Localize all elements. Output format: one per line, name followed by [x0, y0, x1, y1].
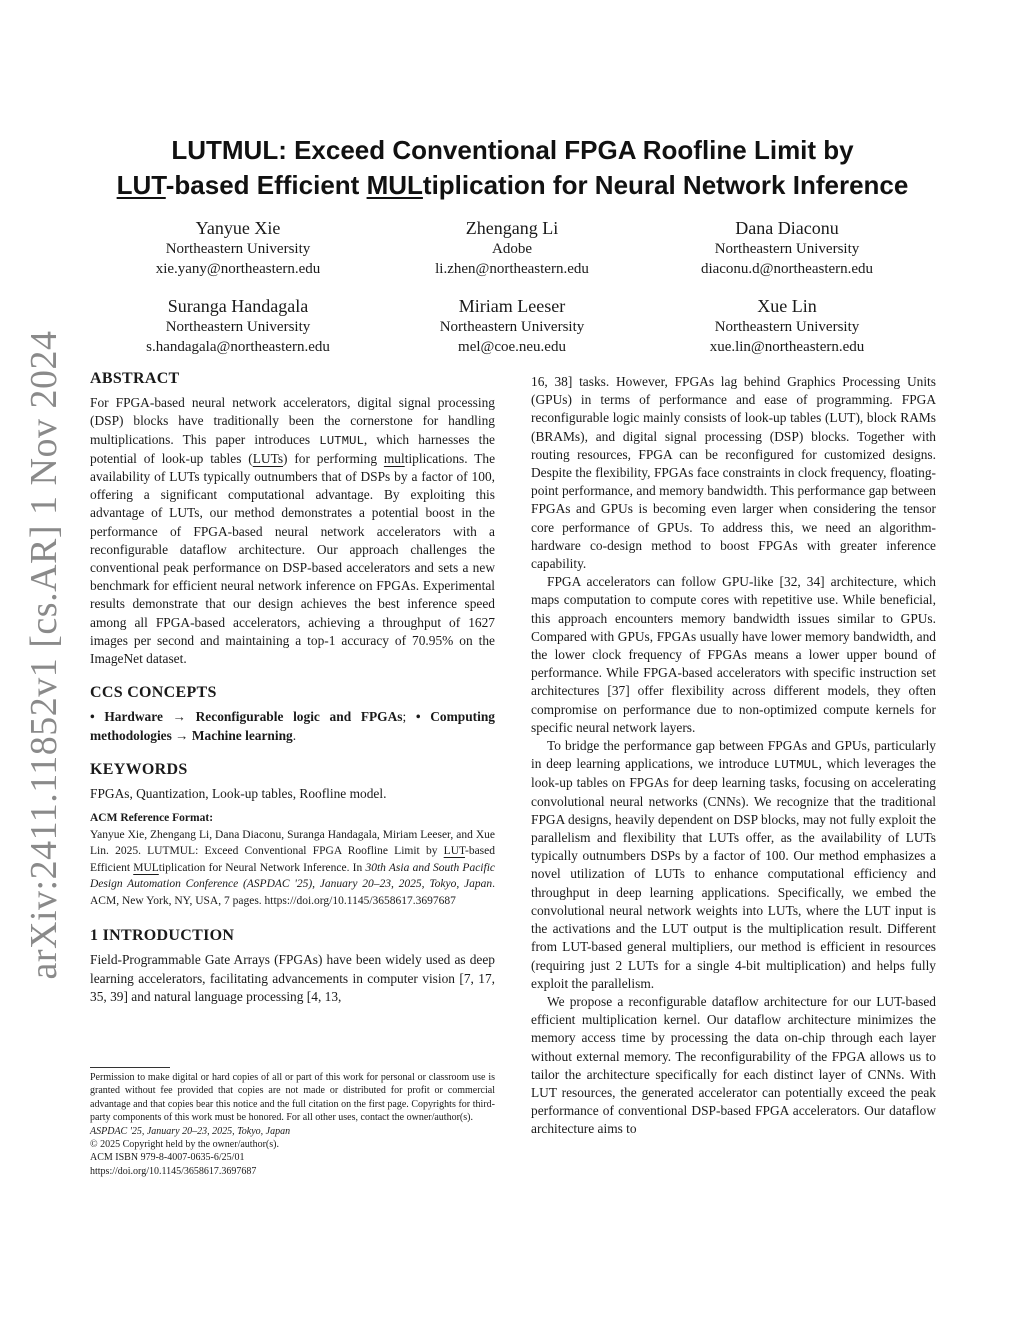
author-email[interactable]: mel@coe.neu.edu	[458, 339, 566, 355]
title-line-1: LUTMUL: Exceed Conventional FPGA Roofline Limit by	[171, 135, 854, 165]
ccs-text	[90, 708, 495, 744]
acm-ref-part: -based Efficient	[90, 845, 495, 874]
ccs-concept: • Computing methodologies → Machine learning	[90, 709, 495, 743]
ccs-concept: • Hardware → Reconfigurable logic and FPGAs	[90, 709, 403, 725]
permission-text: Permission to make digital or hard copies of all or part of this work for personal or classroom use is granted without fee provided that copies are not made or distributed for profit or commercial advantage and that copies bear this notice and the full citation on the first page. Copyrights for third-party components of this work must be honored. For all other uses, contact the owner/author(s).	[90, 1072, 495, 1124]
paragraph	[531, 737, 936, 993]
title-line-2	[90, 168, 935, 203]
footnote-copyright: © 2025 Copyright held by the owner/author(s).	[90, 1139, 279, 1151]
arxiv-id: arXiv:2411.11852v1 [cs.AR] 1 Nov 2024	[23, 330, 65, 980]
author-name: Dana Diaconu	[735, 218, 839, 238]
footnote	[90, 1071, 495, 1178]
author-email[interactable]: s.handagala@northeastern.edu	[146, 339, 330, 355]
author-block	[362, 218, 662, 279]
acm-ref-heading: ACM Reference Format:	[90, 812, 214, 825]
author-email[interactable]: xie.yany@northeastern.edu	[155, 261, 321, 277]
acm-ref-venue: 30th Asia and South Pacific Design Automation Conference (ASPDAC '25), January 20–23, 2025, Tokyo, Japan	[90, 861, 495, 891]
author-block	[637, 218, 937, 279]
footnote-isbn: ACM ISBN 979-8-4007-0635-6/25/01	[90, 1152, 245, 1164]
author-affiliation: Northeastern University	[439, 319, 585, 335]
abstract-heading: ABSTRACT	[90, 370, 180, 387]
footnote-rule	[90, 1067, 170, 1068]
title-lut: LUT	[116, 170, 166, 200]
lutmul-name: LUTMUL	[773, 758, 819, 773]
author-block	[88, 218, 388, 279]
abstract-text	[90, 394, 495, 668]
author-email[interactable]: li.zhen@northeastern.edu	[435, 261, 589, 277]
luts-term: LUTs	[252, 450, 284, 466]
title-rest: tiplication for Neural Network Inference	[422, 170, 909, 200]
author-block	[362, 296, 662, 357]
paragraph-part: To bridge the performance gap between FPGAs and GPUs, particularly in deep learning applications, we introduce	[531, 738, 936, 772]
footnote-doi[interactable]: https://doi.org/10.1145/3658617.3697687	[90, 1165, 257, 1177]
paragraph: FPGA accelerators can follow GPU-like [32, 34] architecture, which maps computation to compute cores with repetitive use. While beneficial, this approach encounters memory bandwidth issues similar to GPUs. Compared with GPUs, FPGAs usually have lower memory bandwidth, and the lower clock frequency of FPGAs means a lower upper bound of performance. While FPGA-based accelerators with specific instruction set architectures [37] offer flexibility across different models, they often compromise on performance due to non-optimized compute kernels for specific neural network layers.	[531, 574, 936, 735]
author-block	[88, 296, 388, 357]
left-column	[90, 370, 495, 1006]
paper-title	[90, 133, 935, 203]
abstract-part: tiplications. The availability of LUTs typically outnumbers that of DSPs by a factor of 100, offering a significant computational advantage. By exploiting this advantage of LUTs, our method demonstrates a potential boost in the performance of FPGA-based neural network accelerators with a reconfigurable dataflow architecture. Our approach challenges the conventional peak performance on DSP-based accelerators and sets a new benchmark for efficient neural network inference on FPGAs. Experimental results demonstrate that our design achieves the best inference speed among all FPGA-based accelerators, achieving a throughput of 1627 images per second and maintaining a top-1 accuracy of 70.95% on the ImageNet dataset.	[90, 450, 496, 667]
keywords-text: FPGAs, Quantization, Look-up tables, Roofline model.	[90, 786, 387, 802]
arxiv-stamp	[22, 330, 66, 980]
paragraph: 16, 38] tasks. However, FPGAs lag behind Graphics Processing Units (GPUs) in terms of performance and ease of programming. FPGA reconfigurable logic mainly consists of look-up tables (LUT), block RAMs (BRAMs), and digital signal processing (DSP) blocks. Together with routing resources, FPGA can be reconfigured for customized designs. Despite the flexibility, FPGAs face constraints in clock frequency, floating-point performance, and memory bandwidth. This performance gap between FPGAs and GPUs is becoming even larger when considering the tensor core performance of GPUs. To address this, we need an algorithm-hardware co-design method to boost FPGAs with greater inference capability.	[531, 374, 936, 572]
keywords-heading: KEYWORDS	[90, 760, 188, 778]
acm-ref-lut: LUT	[443, 845, 465, 858]
abstract-part: , which harnesses the potential of look-up tables (	[90, 431, 496, 466]
author-email[interactable]: xue.lin@northeastern.edu	[709, 339, 865, 355]
right-column	[531, 373, 936, 1139]
acm-ref-part: . ACM, New York, NY, USA, 7 pages. https://doi.org/10.1145/3658617.3697687	[90, 878, 495, 907]
author-affiliation: Northeastern University	[714, 319, 860, 335]
author-name: Zhengang Li	[465, 218, 559, 238]
ccs-heading: CCS CONCEPTS	[90, 684, 217, 702]
acm-ref-part: tiplication for Neural Network Inference. In	[158, 861, 366, 874]
intro-heading: 1 INTRODUCTION	[90, 927, 235, 945]
paragraph-part: , which leverages the look-up tables on FPGAs for deep learning tasks, focusing on accelerating convolutional neural networks (CNNs). We recognize that the traditional FPGA designs, heavily dependent on DSP blocks, may not fully exploit the parallelism and flexibility that LUTs offer, as the availability of LUTs typically outnumbers DSPs by a factor of 100. Our method emphasizes a novel utilization of LUTs to enhance computational efficiency and throughput in deep learning applications. Specifically, we embed the convolutional neural network weights into LUTs, where the LUT input is the activations and the LUT output is the multiplication result. Different from LUT-based general multipliers, our method is efficient in resources (requiring just 2 LUTs for a single 4-bit multiplication) and helps fully exploit the parallelism.	[531, 756, 936, 991]
author-affiliation: Northeastern University	[714, 241, 860, 257]
author-block	[637, 296, 937, 357]
author-affiliation: Adobe	[492, 241, 532, 257]
paragraph: We propose a reconfigurable dataflow architecture for our LUT-based efficient multiplication kernel. Our dataflow architecture minimizes the memory access time by processing the data on-chip through each layer without external memory. The reconfigurability of the FPGA allows us to tailor the architecture specifically for each distinct layer of CNNs. With LUT resources, the generated accelerator can potentially exceed the peak performance of conventional DSP-based FPGA accelerators. Our dataflow architecture aims to	[531, 993, 936, 1137]
footnote-venue: ASPDAC '25, January 20–23, 2025, Tokyo, Japan	[90, 1125, 291, 1137]
abstract-part: ) for performing	[283, 450, 384, 466]
acm-ref-text	[90, 827, 495, 909]
ccs-separator: ;	[402, 709, 416, 725]
author-affiliation: Northeastern University	[165, 241, 311, 257]
author-name: Suranga Handagala	[167, 296, 309, 316]
acm-ref-part: Yanyue Xie, Zhengang Li, Dana Diaconu, Suranga Handagala, Miriam Leeser, and Xue Lin. 2025. LUTMUL: Exceed Conventional FPGA Roofline Limit by	[90, 829, 495, 858]
author-email[interactable]: diaconu.d@northeastern.edu	[700, 261, 874, 277]
author-name: Xue Lin	[757, 296, 817, 316]
title-mid: -based Efficient	[165, 170, 367, 200]
author-name: Yanyue Xie	[195, 218, 281, 238]
author-name: Miriam Leeser	[458, 296, 566, 316]
acm-ref-mul: MUL	[133, 861, 159, 874]
mul-term: mul	[383, 450, 405, 466]
abstract-part: For FPGA-based neural network accelerators, digital signal processing (DSP) blocks have traditionally been the cornerstone for handling multiplications. This paper introduces	[90, 395, 495, 447]
author-affiliation: Northeastern University	[165, 319, 311, 335]
intro-text: Field-Programmable Gate Arrays (FPGAs) have been widely used as deep learning accelerators, facilitating advancements in computer vision [7, 17, 35, 39] and natural language processing [4, 13,	[90, 952, 495, 1004]
lutmul-name: LUTMUL	[319, 433, 364, 448]
title-mul: MUL	[366, 170, 423, 200]
ccs-end: .	[292, 727, 297, 743]
